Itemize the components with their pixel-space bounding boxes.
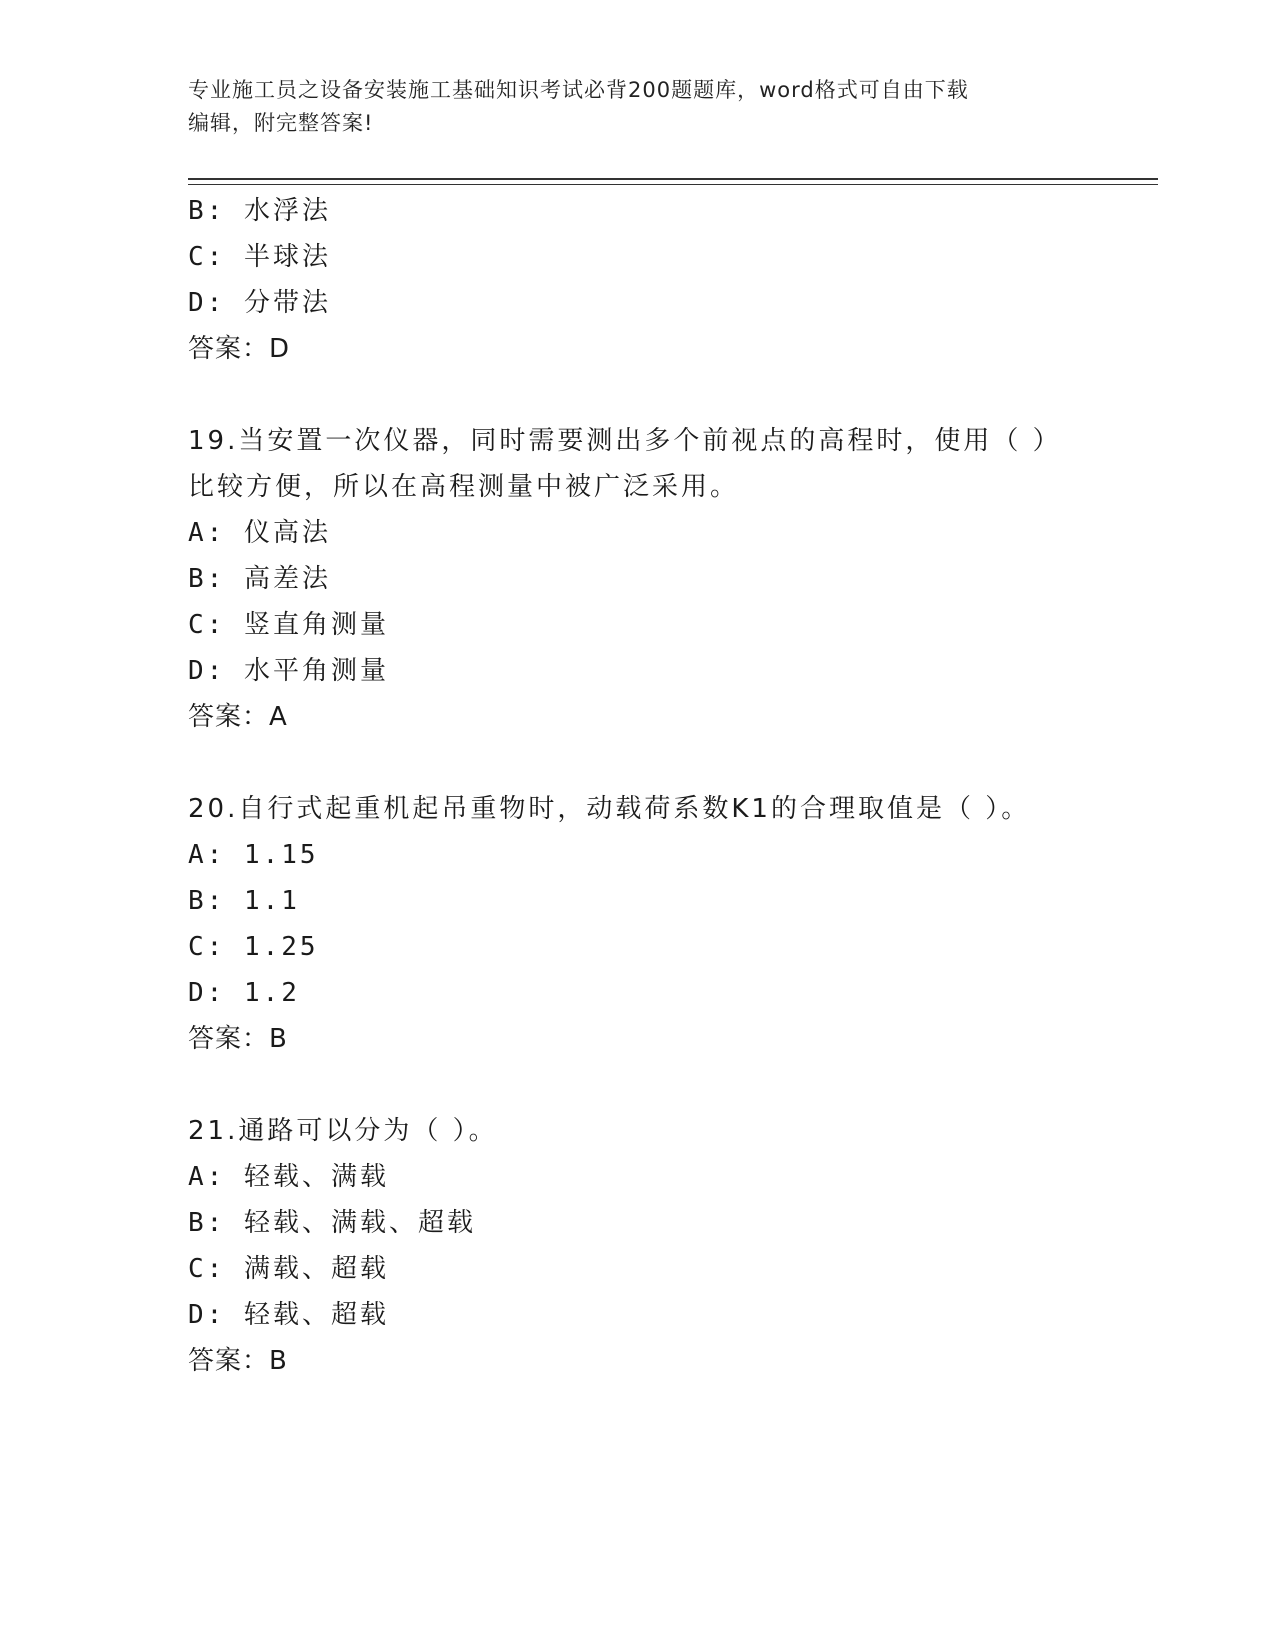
answer-line: 答案：D — [188, 334, 291, 364]
spacer — [188, 740, 1148, 786]
option-line: D: 1.2 — [188, 978, 300, 1008]
question-21 — [188, 1108, 1148, 1384]
answer-line: 答案：B — [188, 1024, 288, 1054]
option-line: B: 轻载、满载、超载 — [188, 1208, 476, 1238]
question-20 — [188, 786, 1148, 1062]
question-stem-line: 19.当安置一次仪器，同时需要测出多个前视点的高程时，使用（ ） — [188, 426, 1062, 456]
document-header — [188, 74, 1088, 140]
option-line: A: 轻载、满载 — [188, 1162, 389, 1192]
question-stem-line: 20.自行式起重机起吊重物时，动载荷系数K1的合理取值是（ ）。 — [188, 794, 1031, 824]
header-line-1: 专业施工员之设备安装施工基础知识考试必背200题题库，word格式可自由下载 — [188, 78, 969, 102]
header-divider-bottom — [188, 184, 1158, 185]
header-divider-top — [188, 178, 1158, 180]
option-line: C: 满载、超载 — [188, 1254, 389, 1284]
option-line: C: 半球法 — [188, 242, 331, 272]
question-stem-line: 比较方便，所以在高程测量中被广泛采用。 — [188, 472, 740, 502]
option-line: B: 1.1 — [188, 886, 300, 916]
option-line: D: 分带法 — [188, 288, 331, 318]
question-stem-line: 21.通路可以分为（ ）。 — [188, 1116, 498, 1146]
option-line: C: 1.25 — [188, 932, 319, 962]
spacer — [188, 1062, 1148, 1108]
option-line: D: 水平角测量 — [188, 656, 389, 686]
header-line-2: 编辑，附完整答案! — [188, 111, 374, 135]
option-line: A: 仪高法 — [188, 518, 331, 548]
question-18-continuation — [188, 188, 1148, 372]
answer-line: 答案：B — [188, 1346, 288, 1376]
document-body — [188, 188, 1148, 1384]
option-line: C: 竖直角测量 — [188, 610, 389, 640]
option-line: B: 高差法 — [188, 564, 331, 594]
option-line: B: 水浮法 — [188, 196, 331, 226]
spacer — [188, 372, 1148, 418]
question-19 — [188, 418, 1148, 740]
option-line: D: 轻载、超载 — [188, 1300, 389, 1330]
answer-line: 答案：A — [188, 702, 288, 732]
option-line: A: 1.15 — [188, 840, 319, 870]
